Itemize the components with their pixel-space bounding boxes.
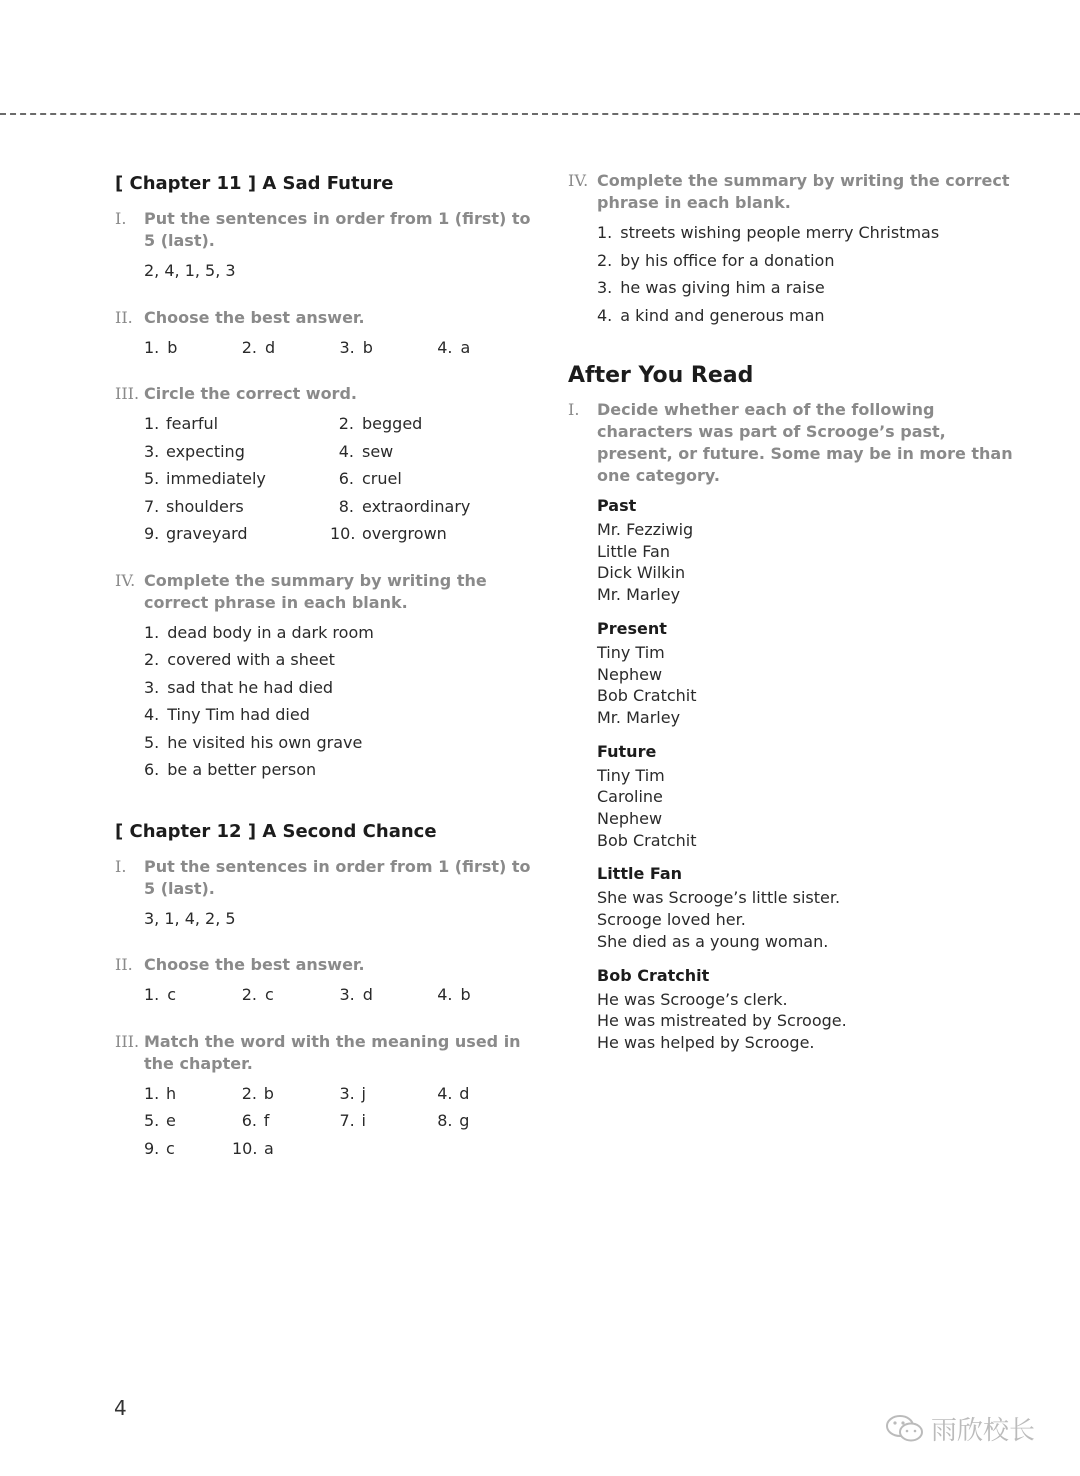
answer-text: shoulders [166,496,244,516]
category-item: She died as a young woman. [597,931,829,951]
item-number: 4. [338,441,354,461]
answer-text: i [361,1111,366,1130]
item-number: 1. [144,985,160,1004]
answer-text: g [459,1111,470,1130]
ch12-section-1 [115,856,535,933]
answer-row [144,981,535,1009]
roman-numeral: I. [115,209,127,228]
category-item: Scrooge loved her. [597,910,746,930]
category-item: He was Scrooge’s clerk. [597,989,788,1009]
answer-text: d [362,985,373,1004]
item-number: 1. [144,622,160,642]
answer-text: a [264,1138,274,1158]
item-number: 10. [232,1138,258,1158]
item-number: 3. [144,677,160,697]
answer-text: he visited his own grave [167,732,363,752]
answer-text: c [166,1138,175,1158]
ch11-section-2 [115,307,535,362]
item-number: 2. [597,250,613,270]
answer-text: streets wishing people merry Christmas [620,223,940,242]
item-number: 3. [597,278,613,297]
ch12-section-2 [115,954,535,1009]
roman-numeral: III. [115,384,140,403]
list-item [597,302,1018,330]
category-title: Past [597,496,637,515]
roman-numeral: IV. [568,171,589,190]
chapter-12-title: [ Chapter 12 ] A Second Chance [115,820,437,842]
answer-text: b [167,337,178,357]
answer-text: expecting [166,441,245,461]
answer-text: overgrown [362,524,447,543]
ch11-section-1 [115,208,535,285]
item-number: 6. [338,469,354,488]
chapter-11-title: [ Chapter 11 ] A Sad Future [115,173,394,194]
answer-text: b [362,337,373,357]
answer-text: c [265,985,274,1004]
answer-text: he was giving him a raise [620,278,825,297]
category-item: He was helped by Scrooge. [597,1032,815,1052]
answer-row [144,438,535,466]
answer-text: immediately [166,469,266,488]
category-item: Mr. Fezziwig [597,520,694,539]
after-you-read [568,361,1018,1054]
answer-row [144,1080,535,1108]
category-future [597,741,1018,852]
category-item: Mr. Marley [597,707,681,727]
category-past [597,495,1018,606]
item-number: 2. [241,985,258,1004]
category-title: Present [597,618,667,638]
answer-row [144,410,535,438]
chapter-11 [115,170,535,784]
category-item: Caroline [597,787,663,807]
question-text: Circle the correct word. [144,384,357,403]
item-number: 4. [597,305,613,325]
roman-numeral: III. [115,1031,140,1051]
answer-text: a kind and generous man [620,305,825,325]
answer-row [144,465,535,493]
answer-text: sew [362,441,394,461]
list-item [597,247,1018,275]
item-number: 5. [144,732,160,752]
answer-text: c [167,985,177,1004]
roman-numeral: IV. [115,570,136,590]
answer-text: by his office for a donation [620,250,835,270]
item-number: 7. [144,496,160,516]
answer-text: b [460,985,471,1004]
answer-text: Tiny Tim had died [167,705,310,724]
item-number: 3. [339,337,355,357]
item-number: 5. [144,1111,160,1130]
category-item: Tiny Tim [597,642,665,662]
item-number: 7. [339,1111,355,1130]
item-number: 6. [144,760,160,779]
question-text: Choose the best answer. [144,955,365,974]
item-number: 3. [339,985,355,1004]
answer-text: e [166,1111,176,1130]
category-title: Future [597,741,657,761]
item-number: 3. [339,1083,355,1103]
question-text: Choose the best answer. [144,307,365,327]
answer-text: d [265,337,276,357]
list-item [597,219,1018,247]
item-number: 2. [241,1083,258,1103]
list-item [144,756,535,784]
item-number: 1. [597,223,613,242]
answer-text: cruel [362,469,402,488]
ch12-section-3 [115,1031,535,1163]
answer-text: j [361,1083,366,1103]
category-item: Bob Cratchit [597,830,697,850]
watermark [885,1410,1035,1447]
item-number: 1. [144,337,160,357]
page-number: 4 [114,1396,127,1420]
chapter-12 [115,818,535,1163]
item-number: 9. [144,1138,160,1158]
answer-text: be a better person [167,760,317,779]
ch11-section-3 [115,383,535,548]
item-number: 1. [144,414,160,433]
category-title: Bob Cratchit [597,965,710,985]
category-item: Mr. Marley [597,585,681,605]
roman-numeral: II. [115,307,133,327]
item-number: 4. [437,985,453,1004]
roman-numeral: II. [115,955,133,974]
ch11-section-4 [115,570,535,784]
category-item: Bob Cratchit [597,686,697,706]
answer-text: graveyard [166,524,248,543]
list-item [144,646,535,674]
item-number: 2. [144,650,160,669]
item-number: 4. [437,337,453,357]
question-text: Put the sentences in order from 1 (first) to 5 (last). [144,209,531,250]
question-text: Complete the summary by writing the correct phrase in each blank. [597,171,1010,212]
answer-row [144,1135,535,1163]
answer-text: begged [362,414,423,433]
right-column [568,170,1018,1066]
list-item [144,674,535,702]
category-item: He was mistreated by Scrooge. [597,1011,847,1031]
item-number: 4. [144,705,160,724]
answer-row [144,334,535,362]
question-text: Decide whether each of the following characters was part of Scrooge’s past, present, or future. Some may be in more than one category. [597,400,1013,485]
answer-text: h [166,1083,177,1103]
answer-text: a [460,337,471,357]
item-number: 5. [144,469,160,488]
answer-text: 2, 4, 1, 5, 3 [144,261,236,280]
item-number: 2. [338,414,354,433]
answer-text: b [263,1083,274,1103]
item-number: 3. [144,441,160,461]
answer-row [144,520,535,548]
answer-text: d [459,1083,470,1103]
category-title: Little Fan [597,864,683,884]
question-text: Complete the summary by writing the correct phrase in each blank. [144,570,487,612]
roman-numeral: I. [568,400,580,419]
ch12-section-4 [568,170,1018,329]
question-text: Match the word with the meaning used in the chapter. [144,1031,521,1073]
answer-text: sad that he had died [167,677,334,697]
category-present [597,618,1018,729]
list-item [144,619,535,647]
category-item: Little Fan [597,541,670,561]
item-number: 2. [241,337,258,357]
question-text: Put the sentences in order from 1 (first) to 5 (last). [144,856,531,898]
answer-text: covered with a sheet [167,650,335,669]
dashed-divider [0,113,1080,115]
wechat-icon [885,1413,925,1445]
item-number: 8. [338,496,354,516]
item-number: 8. [437,1111,453,1130]
list-item [144,729,535,757]
answer-row [144,493,535,521]
category-item: She was Scrooge’s little sister. [597,888,841,908]
item-number: 10. [330,524,356,543]
after-you-read-title: After You Read [568,363,754,388]
left-column [115,170,535,1184]
category-little-fan [597,863,1018,952]
answer-text: dead body in a dark room [167,622,374,642]
list-item [597,274,1018,302]
category-bob-cratchit [597,965,1018,1054]
category-item: Nephew [597,664,663,684]
watermark-text: 雨欣校长 [931,1416,1036,1446]
item-number: 9. [144,524,160,543]
item-number: 6. [241,1111,258,1130]
answer-text: extraordinary [362,496,471,516]
answer-text: fearful [166,414,219,433]
list-item [144,701,535,729]
roman-numeral: I. [115,856,127,876]
answer-row [144,1107,535,1135]
answer-text: f [263,1111,270,1130]
category-item: Tiny Tim [597,765,665,785]
answer-text: 3, 1, 4, 2, 5 [144,908,236,928]
item-number: 1. [144,1083,160,1103]
category-item: Nephew [597,809,663,829]
item-number: 4. [437,1083,453,1103]
category-item: Dick Wilkin [597,563,686,583]
